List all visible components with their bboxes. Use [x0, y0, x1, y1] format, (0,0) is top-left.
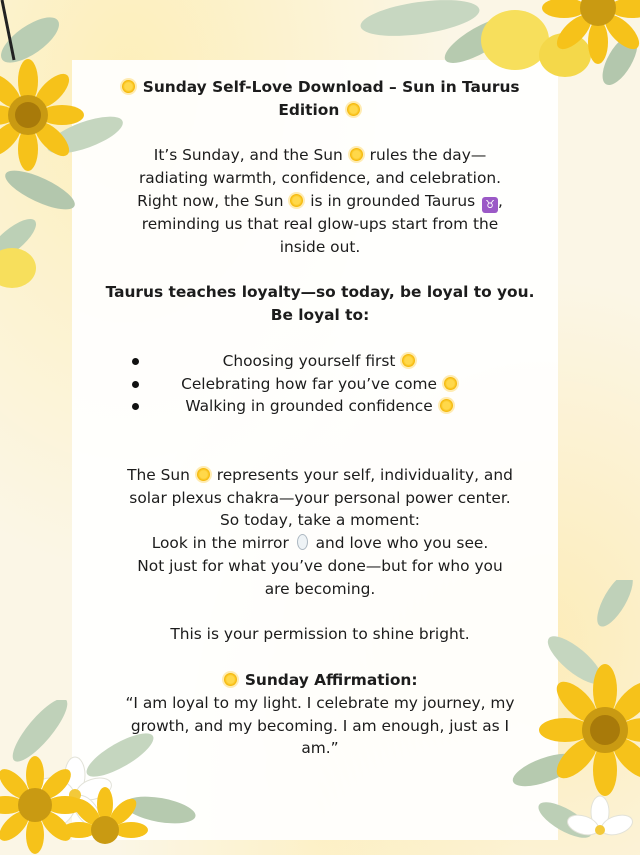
sun-emoji-icon [224, 673, 237, 686]
sun-emoji-icon [197, 468, 210, 481]
intro-text: It’s Sunday, and the Sun [153, 146, 343, 165]
bullet-icon [132, 358, 139, 365]
loyalty-list [100, 350, 540, 418]
sun-paragraph-line: Not just for what you’ve done—but for who you [137, 556, 503, 575]
intro-line [100, 190, 540, 213]
list-item-text: Choosing yourself first [222, 351, 396, 370]
affirmation-heading [100, 669, 540, 692]
paragraph-text: The Sun [127, 465, 190, 484]
intro-line [100, 144, 540, 167]
sun-paragraph-line [100, 532, 540, 555]
loyalty-heading: Taurus teaches loyalty—so today, be loyal to you. [105, 283, 535, 302]
paragraph-text: Look in the mirror [151, 534, 289, 553]
intro-line: inside out. [279, 237, 361, 256]
sun-emoji-icon [444, 377, 457, 390]
sun-emoji-icon [402, 354, 415, 367]
intro-line: radiating warmth, confidence, and celebration. [138, 169, 502, 188]
sun-emoji-icon [440, 399, 453, 412]
sun-emoji-icon [350, 148, 363, 161]
sun-paragraph-line: are becoming. [264, 579, 376, 598]
intro-line: reminding us that real glow-ups start from the [141, 214, 499, 233]
list-item [100, 373, 540, 396]
intro-text: Right now, the Sun [137, 191, 284, 210]
list-item [100, 395, 540, 418]
bullet-icon [132, 381, 139, 388]
loyalty-subheading: Be loyal to: [270, 306, 370, 325]
bullet-icon [132, 403, 139, 410]
list-item-text: Walking in grounded confidence [185, 397, 433, 416]
sun-paragraph-line [100, 464, 540, 487]
sun-emoji-icon [347, 103, 360, 116]
sun-paragraph-line: solar plexus chakra—your personal power center. [129, 488, 511, 507]
intro-text: , [498, 191, 503, 210]
post-title [100, 76, 540, 99]
list-item [100, 350, 540, 373]
permission-line: This is your permission to shine bright. [170, 625, 470, 644]
sun-paragraph-line: So today, take a moment: [220, 511, 420, 530]
post-body [100, 76, 540, 760]
mirror-icon [297, 534, 308, 550]
sun-emoji-icon [290, 194, 303, 207]
intro-text: rules the day— [369, 146, 487, 165]
taurus-sign-icon: ♉ [482, 197, 498, 213]
title-line-2: Edition [278, 100, 340, 119]
intro-text: is in grounded Taurus [310, 191, 476, 210]
affirmation-heading-text: Sunday Affirmation: [244, 670, 418, 689]
post-title-continued [100, 99, 540, 122]
affirmation-line: “I am loyal to my light. I celebrate my journey, my [125, 693, 515, 712]
paragraph-text: and love who you see. [315, 534, 489, 553]
affirmation-line: am.” [301, 739, 339, 758]
affirmation-line: growth, and my becoming. I am enough, just as I [130, 716, 510, 735]
sun-emoji-icon [122, 80, 135, 93]
title-line-1: Sunday Self-Love Download – Sun in Taurus [142, 78, 520, 96]
list-item-text: Celebrating how far you’ve come [181, 374, 437, 393]
paragraph-text: represents your self, individuality, and [216, 465, 513, 484]
